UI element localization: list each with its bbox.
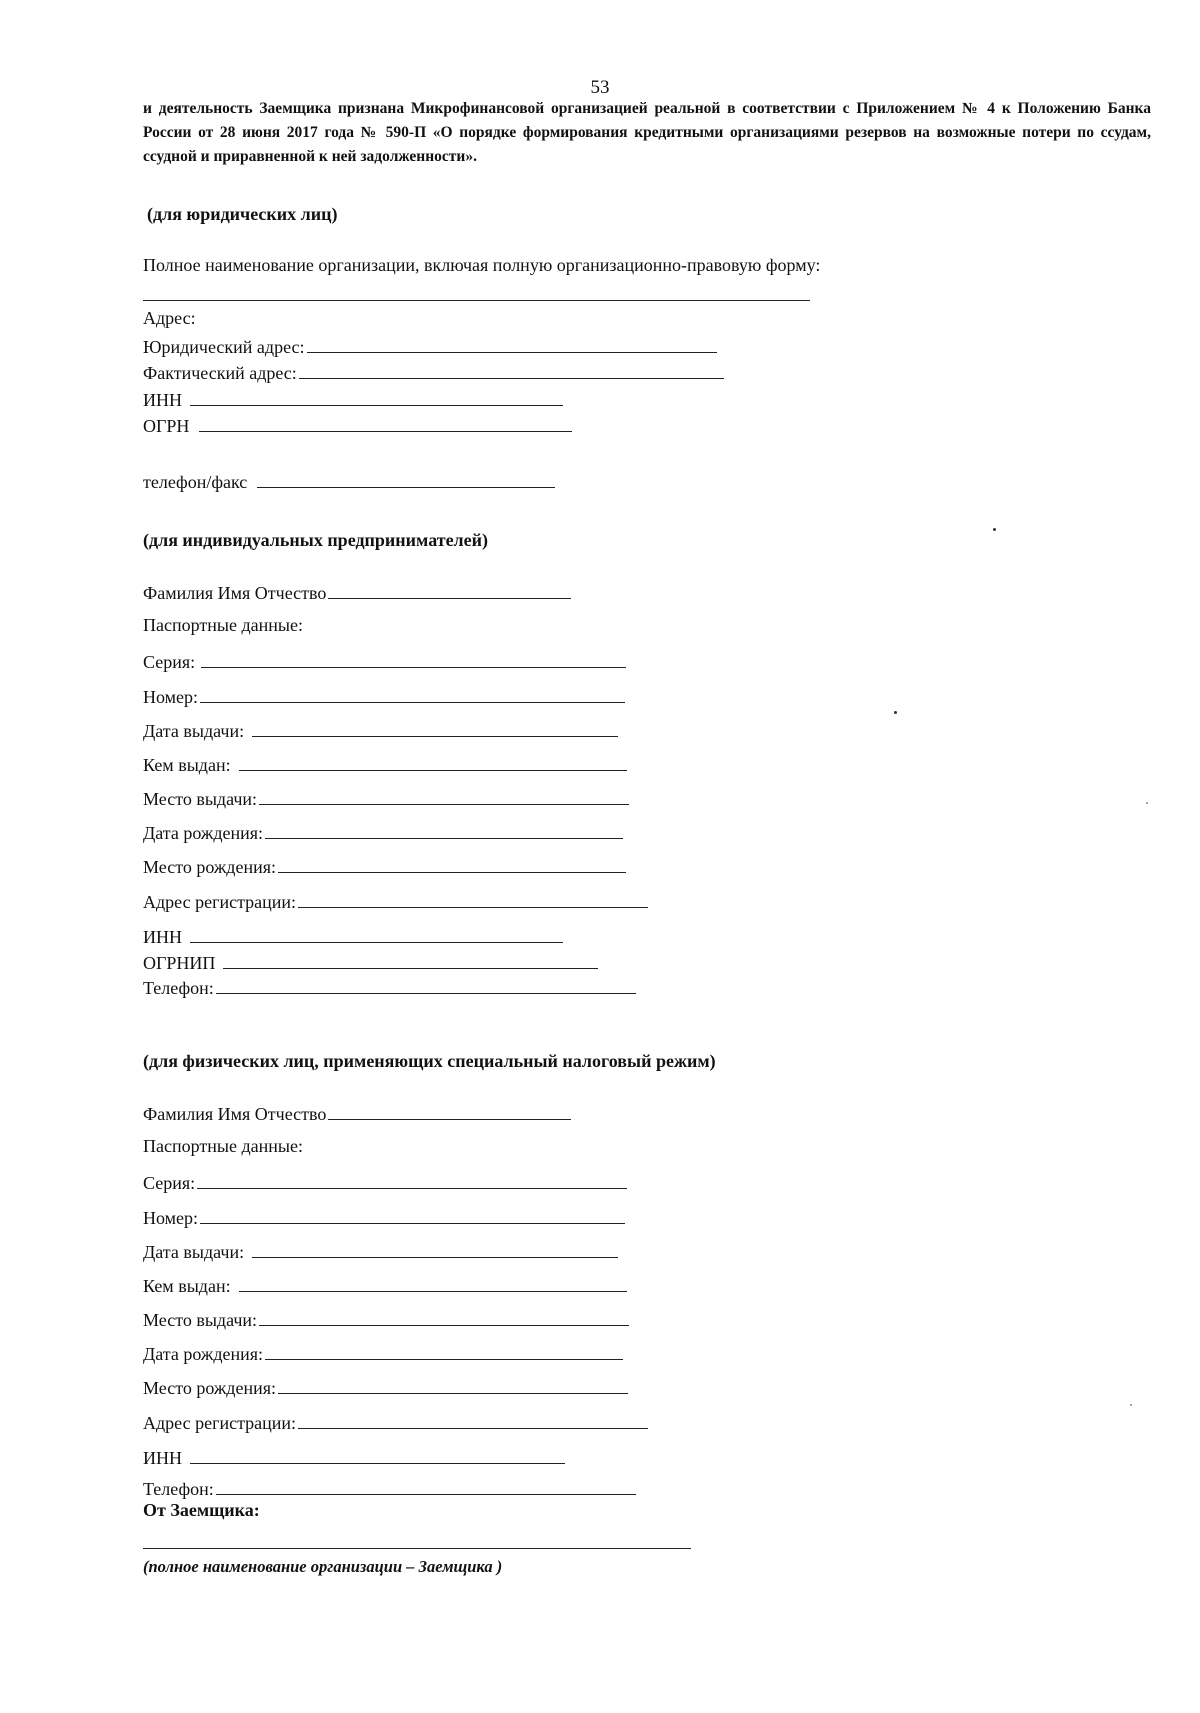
legal-address-field-label: Юридический адрес:: [143, 337, 305, 357]
entrepreneurs-heading: (для индивидуальных предпринимателей): [143, 530, 489, 550]
intro-text: и деятельность Заемщика признана Микрофинансовой организацией реальной в соответствии с Приложением № 4 к Положению Банка России от 28 июня 2017 года № 590-П «О порядке формирования кредитными организациями резервов на возможные потери по ссудам, ссудной и приравненной к ней задолженности».: [143, 100, 1151, 165]
ie-phone-label: Телефон:: [143, 978, 214, 998]
ie-fio-label: Фамилия Имя Отчество: [143, 583, 327, 603]
ie-issue-date-label: Дата выдачи:: [143, 721, 245, 741]
legal-address-row: [143, 334, 717, 358]
ie-reg-address-label: Адрес регистрации:: [143, 892, 297, 912]
legal-entities-heading: (для юридических лиц): [147, 204, 338, 224]
ind-birth-place-label: Место рождения:: [143, 1378, 277, 1398]
borrower-name-caption: (полное наименование организации – Заемщика ): [143, 1557, 503, 1576]
ind-inn-row: [143, 1445, 565, 1469]
actual-address-row: [143, 360, 724, 384]
ie-birth-date-field[interactable]: [265, 837, 623, 839]
legal-ogrn-field[interactable]: [199, 430, 572, 432]
ind-passport-label: Паспортные данные:: [143, 1136, 303, 1156]
legal-address-label: Адрес:: [143, 308, 196, 328]
ie-birth-place-row: [143, 854, 626, 878]
ie-ogrnip-field[interactable]: [223, 967, 598, 969]
ie-birth-date-label: Дата рождения:: [143, 823, 264, 843]
ie-number-field[interactable]: [200, 701, 625, 703]
intro-paragraph: [143, 97, 1151, 169]
ind-inn-field[interactable]: [190, 1462, 565, 1464]
ie-fio-field[interactable]: [328, 597, 571, 599]
ind-reg-address-label: Адрес регистрации:: [143, 1413, 297, 1433]
ie-series-field[interactable]: [201, 666, 626, 668]
from-borrower-label: От Заемщика:: [143, 1500, 260, 1520]
ind-phone-label: Телефон:: [143, 1479, 214, 1499]
ind-series-label: Серия:: [143, 1173, 196, 1193]
ie-inn-label: ИНН: [143, 927, 182, 947]
ind-inn-label: ИНН: [143, 1448, 182, 1468]
ie-phone-field[interactable]: [216, 992, 636, 994]
ie-issue-date-field[interactable]: [252, 735, 618, 737]
ind-phone-row: [143, 1476, 636, 1500]
ind-issue-date-label: Дата выдачи:: [143, 1242, 245, 1262]
ie-reg-address-row: [143, 889, 648, 913]
ie-issue-place-field[interactable]: [259, 803, 629, 805]
legal-ogrn-row: [143, 413, 572, 437]
ie-inn-field[interactable]: [190, 941, 563, 943]
ind-fio-field[interactable]: [328, 1118, 571, 1120]
ie-issue-place-row: [143, 786, 629, 810]
ind-issue-place-field[interactable]: [259, 1324, 629, 1326]
ie-series-row: [143, 649, 626, 673]
ie-issued-by-field[interactable]: [239, 769, 627, 771]
ind-birth-date-row: [143, 1341, 623, 1365]
legal-phone-fax-row: [143, 469, 555, 493]
ie-fio-row: [143, 580, 571, 604]
ind-issued-by-label: Кем выдан:: [143, 1276, 231, 1296]
individuals-heading: (для физических лиц, применяющих специальный налоговый режим): [143, 1051, 716, 1071]
ind-number-field[interactable]: [200, 1222, 625, 1224]
ind-issued-by-row: [143, 1273, 627, 1297]
legal-phone-fax-label: телефон/факс: [143, 472, 248, 492]
ie-number-label: Номер:: [143, 687, 199, 707]
legal-full-name-field[interactable]: [143, 300, 810, 301]
ind-number-row: [143, 1205, 625, 1229]
borrower-name-field[interactable]: [143, 1548, 691, 1549]
ind-series-field[interactable]: [197, 1187, 627, 1189]
ind-phone-field[interactable]: [216, 1493, 636, 1495]
ind-birth-place-row: [143, 1375, 628, 1399]
ie-birth-date-row: [143, 820, 623, 844]
legal-phone-fax-field[interactable]: [257, 486, 555, 488]
ie-issue-place-label: Место выдачи:: [143, 789, 258, 809]
ind-series-row: [143, 1170, 627, 1194]
ind-reg-address-field[interactable]: [298, 1427, 648, 1429]
scan-speck: [1146, 802, 1148, 804]
scan-speck: [1130, 1404, 1132, 1406]
ind-issue-date-row: [143, 1239, 618, 1263]
legal-inn-row: [143, 387, 563, 411]
ind-birth-date-label: Дата рождения:: [143, 1344, 264, 1364]
ie-reg-address-field[interactable]: [298, 906, 648, 908]
ind-fio-label: Фамилия Имя Отчество: [143, 1104, 327, 1124]
ie-series-label: Серия:: [143, 652, 196, 672]
ie-inn-row: [143, 924, 563, 948]
ind-issue-place-label: Место выдачи:: [143, 1310, 258, 1330]
legal-inn-field[interactable]: [190, 404, 563, 406]
page-number: 53: [590, 77, 610, 98]
legal-inn-label: ИНН: [143, 390, 182, 410]
ie-number-row: [143, 684, 625, 708]
ie-birth-place-field[interactable]: [278, 871, 626, 873]
ind-issued-by-field[interactable]: [239, 1290, 627, 1292]
ind-birth-place-field[interactable]: [278, 1392, 628, 1394]
ie-birth-place-label: Место рождения:: [143, 857, 277, 877]
ind-reg-address-row: [143, 1410, 648, 1434]
actual-address-field[interactable]: [299, 377, 724, 379]
ie-passport-label: Паспортные данные:: [143, 615, 303, 635]
scan-speck: [894, 711, 897, 714]
ind-number-label: Номер:: [143, 1208, 199, 1228]
ind-issue-place-row: [143, 1307, 629, 1331]
legal-address-field[interactable]: [307, 351, 717, 353]
legal-ogrn-label: ОГРН: [143, 416, 190, 436]
ie-issued-by-row: [143, 752, 627, 776]
scan-speck: [993, 528, 996, 531]
ie-issued-by-label: Кем выдан:: [143, 755, 231, 775]
ie-ogrnip-label: ОГРНИП: [143, 953, 216, 973]
ind-birth-date-field[interactable]: [265, 1358, 623, 1360]
ind-fio-row: [143, 1101, 571, 1125]
ie-ogrnip-row: [143, 950, 598, 974]
ie-phone-row: [143, 975, 636, 999]
ie-issue-date-row: [143, 718, 618, 742]
legal-full-name-label: Полное наименование организации, включая полную организационно-правовую форму:: [143, 255, 821, 275]
ind-issue-date-field[interactable]: [252, 1256, 618, 1258]
actual-address-label: Фактический адрес:: [143, 363, 297, 383]
